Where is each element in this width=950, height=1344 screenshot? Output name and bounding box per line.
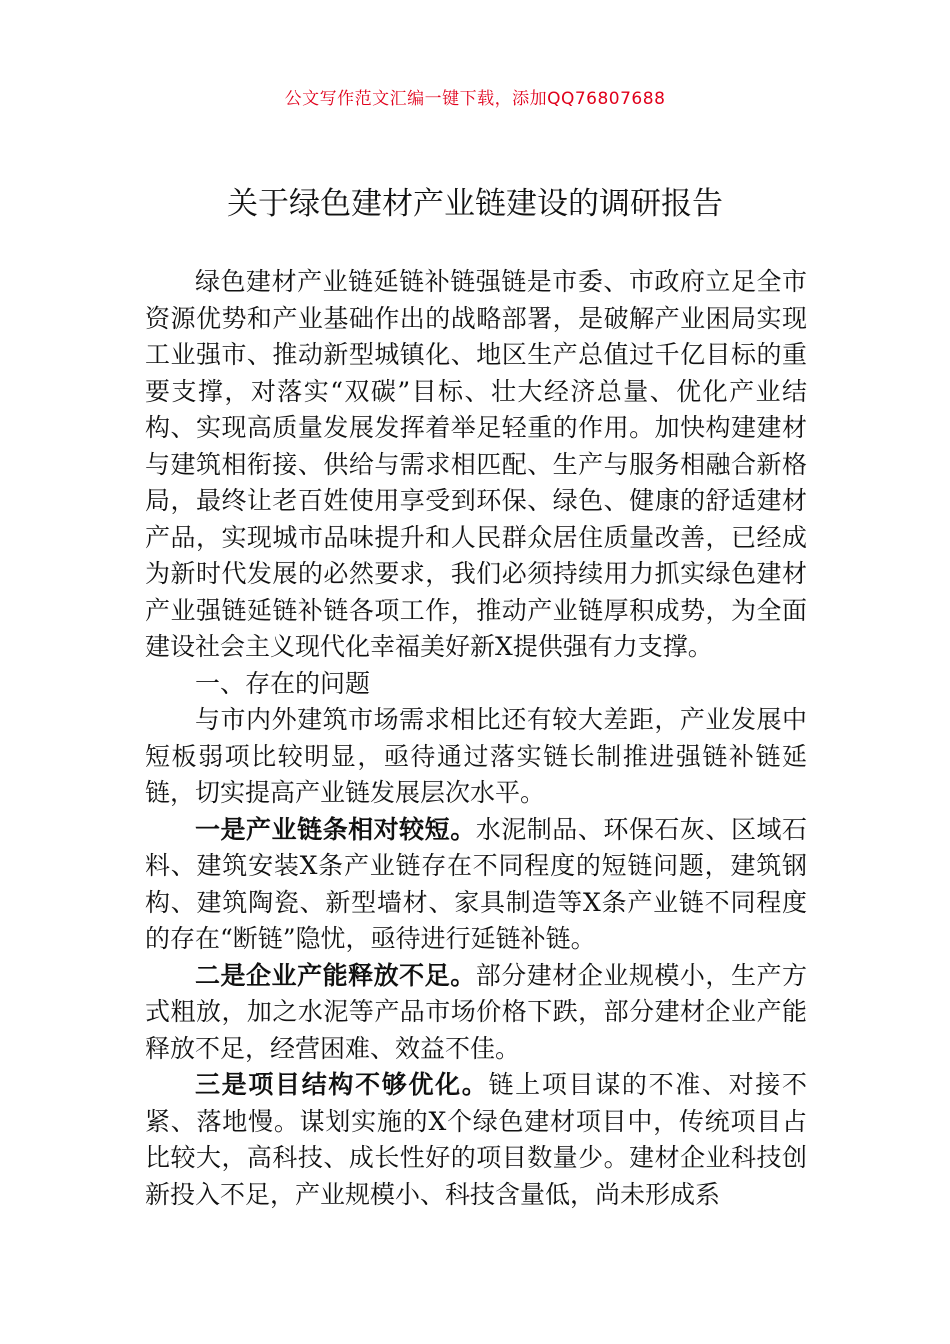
point-3-text: 链上项目谋的不准、对接不紧、落地慢。谋划实施的X个绿色建材项目中，传统项目占比较大，高科技、成长性好的项目数量少。建材企业科技创新投入不足，产业规模小、科技含量低，尚未形成系 bbox=[145, 1070, 807, 1209]
point-2-paragraph bbox=[145, 958, 807, 1068]
point-1-lead: 一是产业链条相对较短。 bbox=[195, 814, 476, 844]
intro-paragraph: 绿色建材产业链延链补链强链是市委、市政府立足全市资源优势和产业基础作出的战略部署，是破解产业困局实现工业强市、推动新型城镇化、地区生产总值过千亿目标的重要支撑，对落实“双碳”目标、壮大经济总量、优化产业结构、实现高质量发展发挥着举足轻重的作用。加快构建建材与建筑相衔接、供给与需求相匹配、生产与服务相融合新格局，最终让老百姓使用享受到环保、绿色、健康的舒适建材产品，实现城市品味提升和人民群众居住质量改善，已经成为新时代发展的必然要求，我们必须持续用力抓实绿色建材产业强链延链补链各项工作，推动产业链厚积成势，为全面建设社会主义现代化幸福美好新X提供强有力支撑。 bbox=[145, 267, 807, 661]
section-intro-paragraph: 与市内外建筑市场需求相比还有较大差距，产业发展中短板弱项比较明显，亟待通过落实链长制推进强链补链延链，切实提高产业链发展层次水平。 bbox=[145, 705, 807, 807]
header-note: 公文写作范文汇编一键下载，添加QQ76807688 bbox=[284, 89, 666, 109]
point-2-lead: 二是企业产能释放不足。 bbox=[195, 960, 476, 990]
page-title: 关于绿色建材产业链建设的调研报告 bbox=[227, 186, 723, 222]
point-1-text: 水泥制品、环保石灰、区域石料、建筑安装X条产业链存在不同程度的短链问题，建筑钢构、建筑陶瓷、新型墙材、家具制造等X条产业链不同程度的存在“断链”隐忧，亟待进行延链补链。 bbox=[145, 814, 807, 953]
point-1-paragraph bbox=[145, 812, 807, 958]
section-heading: 一、存在的问题 bbox=[195, 668, 371, 698]
point-2-text: 部分建材企业规模小，生产方式粗放，加之水泥等产品市场价格下跌，部分建材企业产能释放不足，经营困难、效益不佳。 bbox=[145, 960, 807, 1063]
point-3-lead: 三是项目结构不够优化。 bbox=[195, 1070, 489, 1099]
point-3-paragraph bbox=[145, 1067, 807, 1213]
document-body bbox=[145, 264, 807, 1213]
